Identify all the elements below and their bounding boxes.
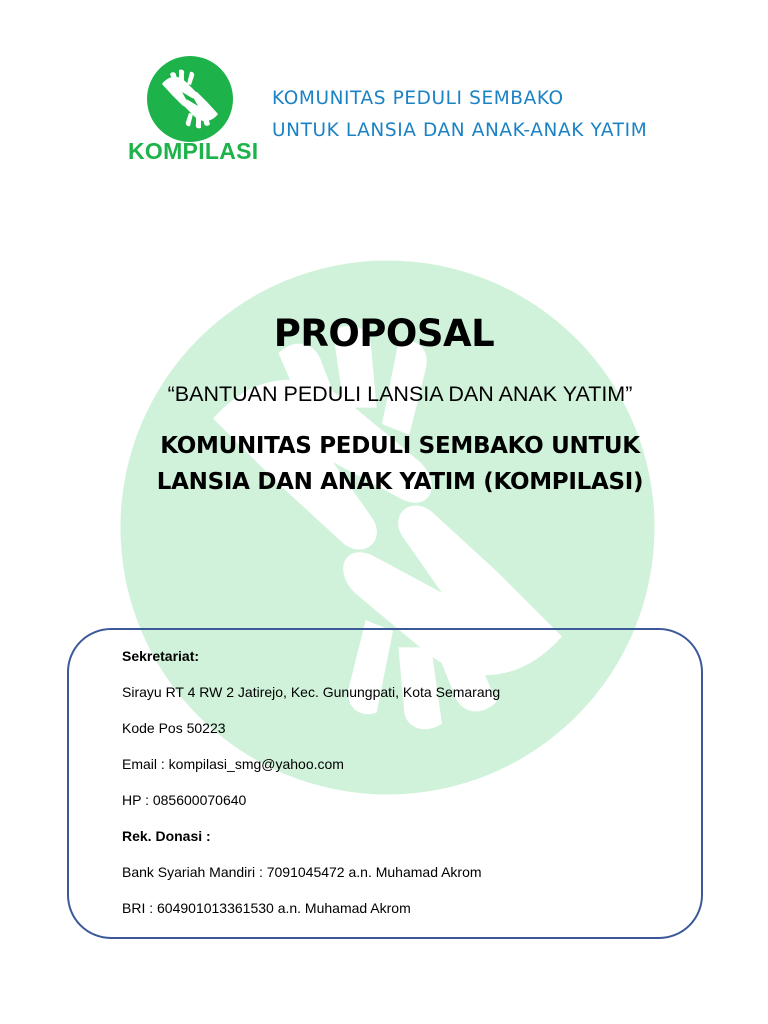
org-full-name-line-1: KOMUNITAS PEDULI SEMBAKO UNTUK [160, 433, 640, 459]
email-line: Email : kompilasi_smg@yahoo.com [122, 756, 344, 772]
postal-code-line: Kode Pos 50223 [122, 720, 226, 736]
bank-account-1: Bank Syariah Mandiri : 7091045472 a.n. Muhamad Akrom [122, 864, 482, 880]
secretariat-heading: Sekretariat: [122, 648, 200, 664]
bank-account-2: BRI : 604901013361530 a.n. Muhamad Akrom [122, 900, 411, 916]
org-full-name-line-2: LANSIA DAN ANAK YATIM (KOMPILASI) [156, 469, 644, 495]
document-subtitle: “BANTUAN PEDULI LANSIA DAN ANAK YATIM” [167, 382, 633, 406]
org-full-name [0, 428, 768, 500]
org-name-line-1: KOMUNITAS PEDULI SEMBAKO [272, 88, 564, 109]
address-line: Sirayu RT 4 RW 2 Jatirejo, Kec. Gunungpati, Kota Semarang [122, 684, 501, 700]
org-name-line-2: UNTUK LANSIA DAN ANAK-ANAK YATIM [272, 120, 648, 141]
contact-details [122, 648, 682, 936]
document-title: PROPOSAL [273, 312, 495, 355]
donation-heading: Rek. Donasi : [122, 828, 211, 844]
phone-line: HP : 085600070640 [122, 792, 247, 808]
logo-wordmark: KOMPILASI [128, 138, 259, 164]
